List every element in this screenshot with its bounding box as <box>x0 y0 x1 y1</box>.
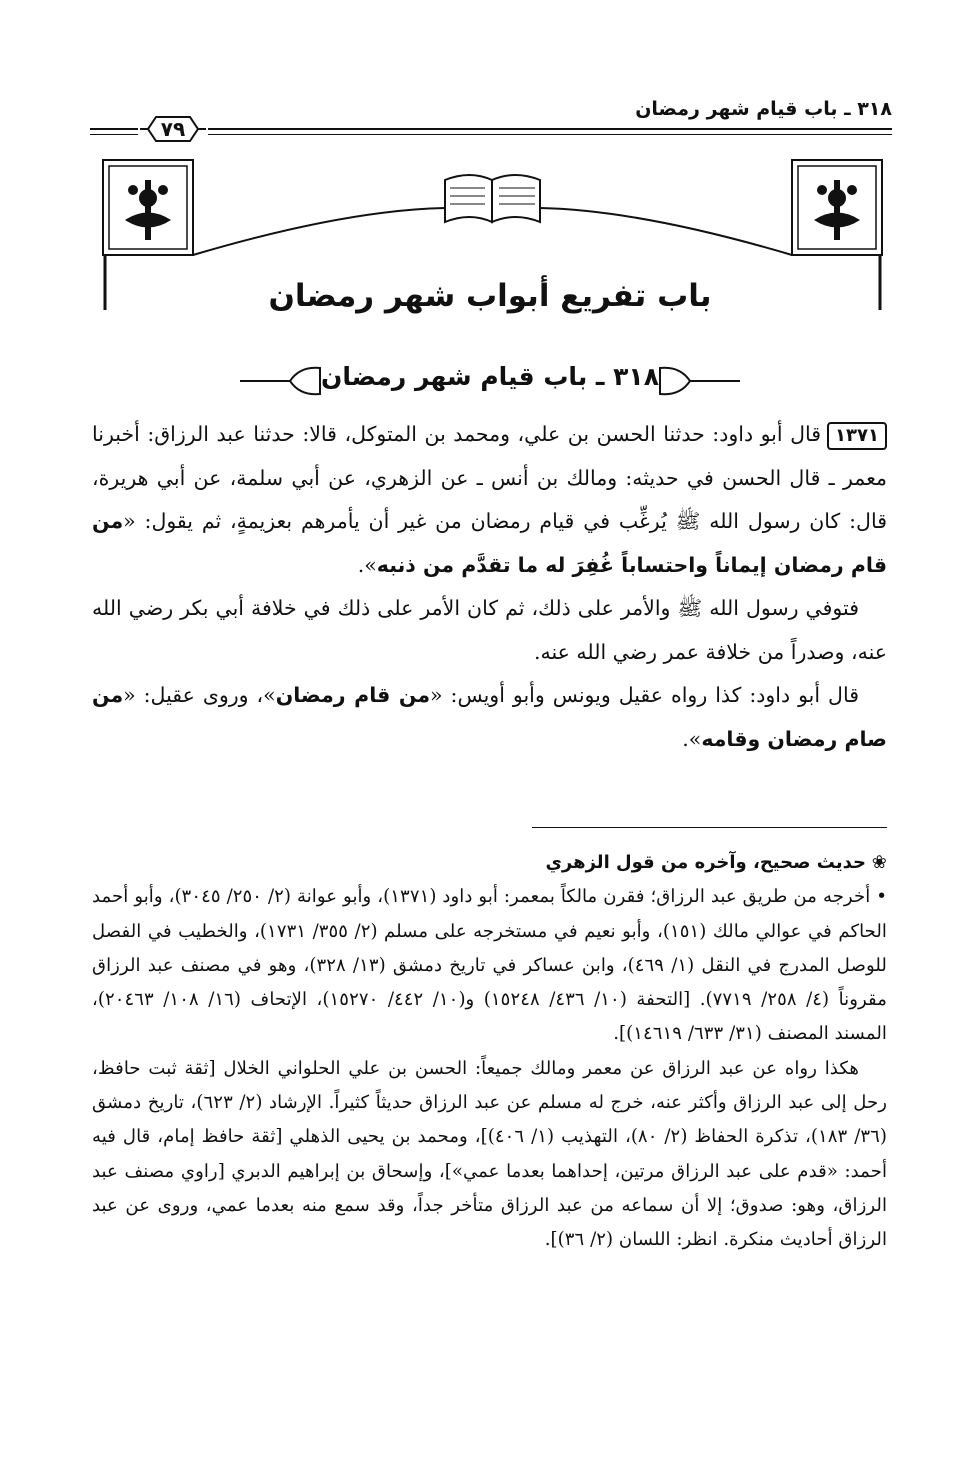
flower-icon: ❀ <box>865 852 887 873</box>
hadith-grade: حديث صحيح، وآخره من قول الزهري <box>545 852 866 873</box>
text-span: ». <box>682 726 702 751</box>
page-number-frame <box>138 112 208 146</box>
note-paragraph-2: هكذا رواه عن عبد الرزاق عن معمر ومالك جميعاً: الحسن بن علي الحلواني الخلال [ثقة ثبت حافظ، رحل إلى عبد الرزاق وأكثر عنه، خرج له مسلم عن عبد الرزاق حديثاً كثيراً. الإرشاد (٢/ ٦٢٣)، تاريخ دمشق (٣٦/ ١٨٣)، تذكرة الحفاظ (٢/ ٨٠)، التهذيب (١/ ٤٠٦)]، ومحمد بن يحيى الذهلي [ثقة حافظ إمام، قال فيه أحمد: «قدم على عبد الرزاق مرتين، إحداهما بعدما عمي»]، وإسحاق بن إبراهيم الدبري [راوي مصنف عبد الرزاق، وهو: صدوق؛ إلا أن سماعه من عبد الرزاق متأخر جداً، وقد سمع منه بعدما عمي، وروى عن عبد الرزاق أحاديث منكرة. انظر: اللسان (٢/ ٣٦)]. <box>92 1057 887 1251</box>
grade-line <box>92 846 887 880</box>
page-number: ٧٩ <box>160 117 186 141</box>
header-rule-thin <box>90 134 892 135</box>
text-span: »، وروى عقيل: « <box>123 683 276 707</box>
bold-phrase: من قام رمضان <box>275 683 431 707</box>
text-span: قال أبو داود: كذا رواه عقيل ويونس وأبو أويس: « <box>430 683 859 707</box>
right-floral-icon <box>814 180 860 240</box>
hadith-paragraph-3 <box>92 674 887 761</box>
open-book-icon <box>445 175 540 222</box>
note-paragraph-1: • أخرجه من طريق عبد الرزاق؛ فقرن مالكاً بمعمر: أبو داود (١٣٧١)، وأبو عوانة (٢/ ٢٥٠/ ٣٠٤٥)، وأبو أحمد الحاكم في عوالي مالك (١٥١)، وأبو نعيم في مستخرجه على مسلم (٢/ ٣٥٥/ ١٧٣١)، والخطيب في الفصل للوصل المدرج في النقل (١/ ٤٦٩)، وابن عساكر في تاريخ دمشق (١٣/ ٣٢٨)، وهو في مصنف عبد الرزاق مقروناً (٤/ ٢٥٨/ ٧٧١٩). [التحفة (١٠/ ٤٣٦/ ١٥٢٤٨) و(١٠/ ٤٤٢/ ١٥٢٧٠)، الإتحاف (١٦/ ١٠٨/ ٢٠٤٦٣)، المسند المصنف (٣١/ ٦٣٣/ ١٤٦١٩)]. <box>92 886 887 1045</box>
bold-phrase: من صام رمضان وقامه <box>92 683 887 751</box>
hadith-matn: من قام رمضان إيماناً واحتساباً غُفِرَ له ما تقدَّم من ذنبه <box>92 509 887 577</box>
header-rule <box>90 128 892 130</box>
left-floral-icon <box>125 180 171 240</box>
hadith-number: ١٣٧١ <box>827 422 887 450</box>
takhrij-notes <box>92 846 887 1258</box>
running-header: ٣١٨ ـ باب قيام شهر رمضان <box>635 98 892 120</box>
chapter-title: ٣١٨ ـ باب قيام شهر رمضان <box>321 362 659 391</box>
footnote-separator <box>532 827 887 828</box>
hadith-paragraph-1 <box>92 413 887 587</box>
hadith-isnad: قال أبو داود: حدثنا الحسن بن علي، ومحمد بن المتوكل، قالا: حدثنا عبد الرزاق: أخبرنا معمر ـ قال الحسن في حديثه: ومالك بن أنس ـ عن الزهري، عن أبي سلمة، عن أبي هريرة، قال: كان رسول الله ﷺ يُرغِّب في قيام رمضان من غير أن يأمرهم بعزيمةٍ، ثم يقول: « <box>92 422 887 533</box>
chapter-heading <box>230 358 750 404</box>
book-title: باب تفريع أبواب شهر رمضان <box>268 278 712 314</box>
hadith-text <box>92 413 887 761</box>
quote-close: ». <box>357 552 377 577</box>
hadith-paragraph-2: فتوفي رسول الله ﷺ والأمر على ذلك، ثم كان الأمر على ذلك في خلافة أبي بكر رضي الله عنه، وصدراً من خلافة عمر رضي الله عنه. <box>92 596 887 664</box>
